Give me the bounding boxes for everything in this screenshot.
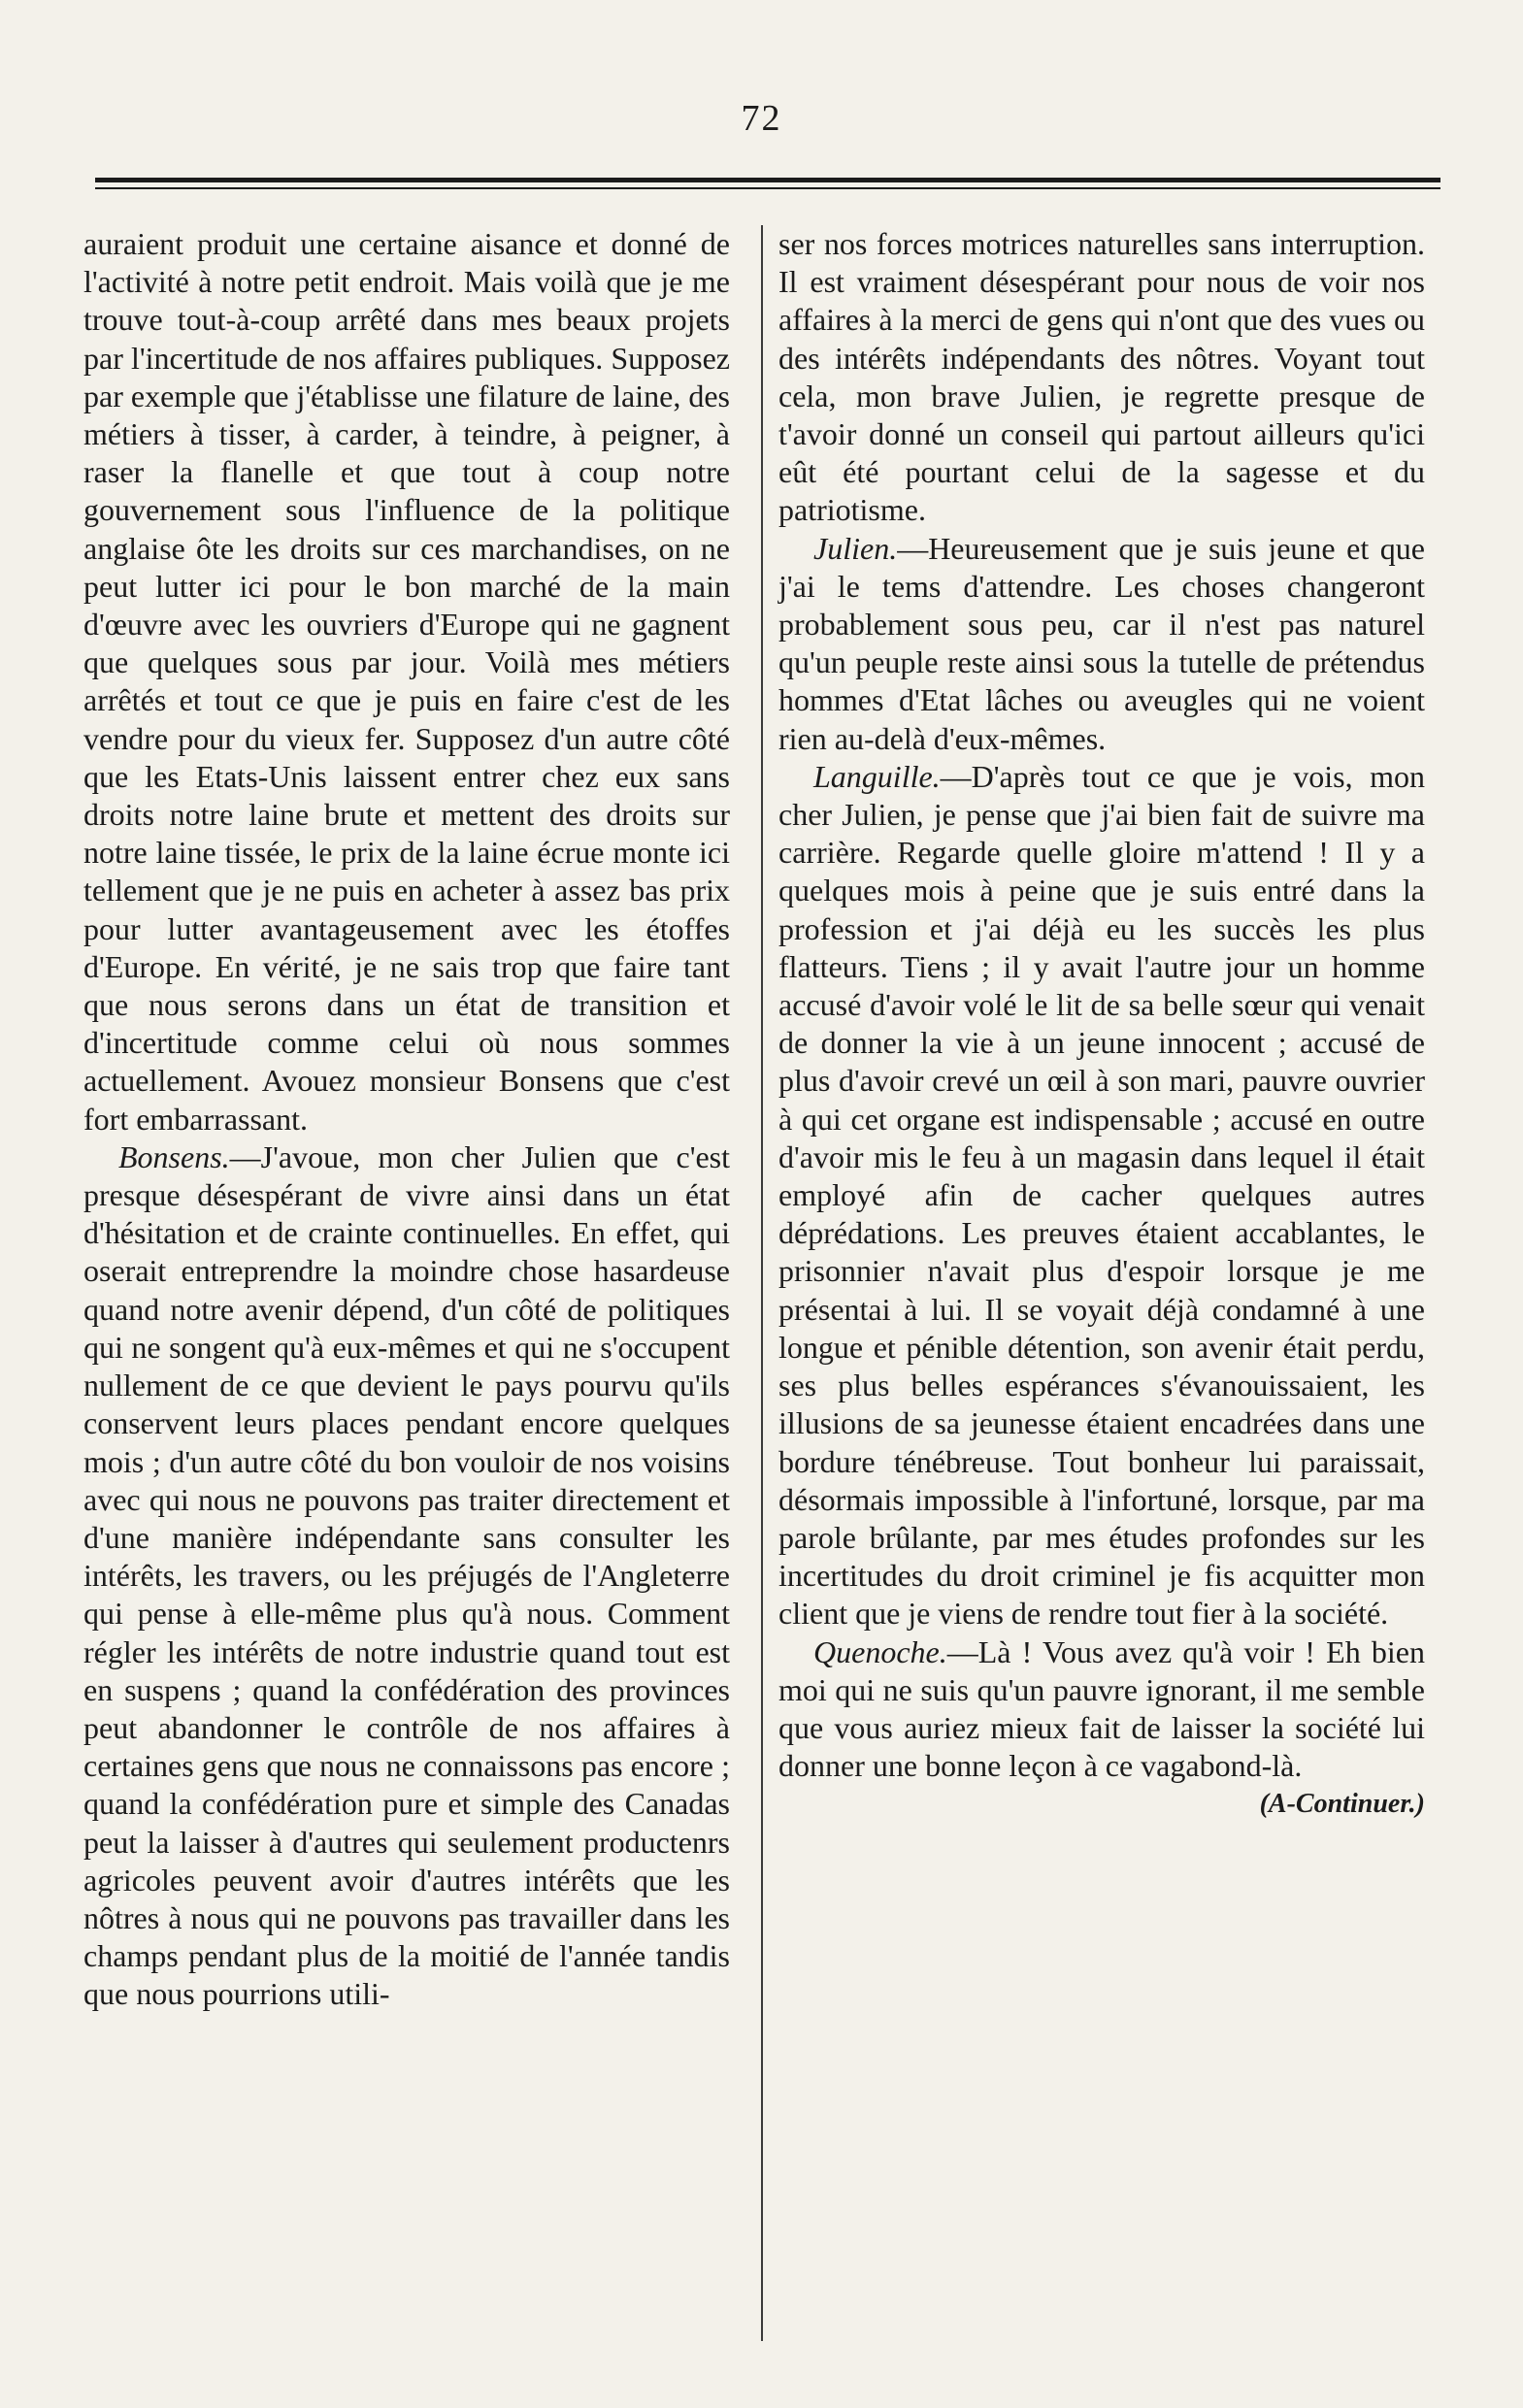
page-number: 72 [741, 98, 782, 139]
left-column [83, 225, 730, 2014]
left-paragraph-2-text: —J'avoue, mon cher Julien que c'est presque désespérant de vivre ainsi dans un état d'hésitation et de crainte continuelles. En effet, qui oserait entreprendre la moindre chose hasardeuse quand notre avenir dépend, d'un côté de politiques qui ne songent qu'à eux-mêmes et qui ne s'occupent nullement de ce que devient le pays pourvu qu'ils conservent leurs places pendant encore quelques mois ; d'un autre côté du bon vouloir de nos voisins avec qui nous ne pouvons pas traiter directement et d'une manière indépendante sans consulter les intérêts, les travers, ou les préjugés de l'Angleterre qui pense à elle-même plus qu'à nous. Comment régler les intérêts de notre industrie quand tout est en suspens ; quand la confédération des provinces peut abandonner le contrôle de nos affaires à certaines gens que nous ne connaissons pas encore ; quand la confédération pure et simple des Canadas peut la laisser à d'autres qui seulement productenrs agricoles peuvent avoir d'autres intérêts que les nôtres à nous qui ne pouvons pas travailler dans les champs pendant plus de la moitié de l'année tandis que nous pourrions utili- [83, 1138, 730, 2012]
header-rule-thin [95, 187, 1440, 189]
right-paragraph-2 [778, 530, 1425, 758]
left-paragraph-1: auraient produit une certaine aisance et donné de l'activité à notre petit endroit. Mais voilà que je me trouve tout-à-coup arrêté dans mes beaux projets par l'incertitude de nos affaires publiques. Supposez par exemple que j'établisse une filature de laine, des métiers à tisser, à carder, à teindre, à peigner, à raser la flanelle et que tout à coup notre gouvernement sous l'influence de la politique anglaise ôte les droits sur ces marchandises, on ne peut lutter ici pour le bon marché de la main d'œuvre avec les ouvriers d'Europe qui ne gagnent que quelques sous par jour. Voilà mes métiers arrêtés et tout ce que je puis en faire c'est de les vendre pour du vieux fer. Supposez d'un autre côté que les Etats-Unis laissent entrer chez eux sans droits notre laine brute et mettent des droits sur notre laine tissée, le prix de la laine écrue monte ici tellement que je ne puis en acheter à assez bas prix pour lutter avantageusement avec les étoffes d'Europe. En vérité, je ne sais trop que faire tant que nous serons dans un état de transition et d'incertitude comme celui où nous sommes actuellement. Avouez monsieur Bonsens que c'est fort embarrassant. [83, 226, 730, 1137]
right-paragraph-2-text: —Heureusement que je suis jeune et que j'ai le tems d'attendre. Les choses changeront probablement sous peu, car il n'est pas naturel qu'un peuple reste ainsi sous la tutelle de prétendus hommes d'Etat lâches ou aveugles qui ne voient rien au-delà d'eux-mêmes. [778, 530, 1425, 756]
speaker-languille: Languille. [813, 758, 941, 794]
right-paragraph-4 [778, 1633, 1425, 1786]
right-paragraph-3-text: —D'après tout ce que je vois, mon cher Julien, je pense que j'ai bien fait de suivre ma carrière. Regarde quelle gloire m'attend ! Il y a quelques mois à peine que je suis entré dans la profession et j'ai déjà eu les succès les plus flatteurs. Tiens ; il y avait l'autre jour un homme accusé d'avoir volé le lit de sa belle sœur qui venait de donner la vie à un jeune innocent ; accusé de plus d'avoir crevé un œil à son mari, pauvre ouvrier à qui cet organe est indispensable ; accusé en outre d'avoir mis le feu à un magasin dans lequel il était employé afin de cacher quelques autres déprédations. Les preuves étaient accablantes, le prisonnier n'avait plus d'espoir lorsque je me présentai à lui. Il se voyait déjà condamné à une longue et pénible détention, son avenir était perdu, ses plus belles espérances s'évanouissaient, les illusions de sa jeunesse étaient encadrées dans une bordure ténébreuse. Tout bonheur lui paraissait, désormais impossible à l'infortuné, lorsque, par ma parole brûlante, par mes études profondes sur les incertitudes du droit criminel je fis acquitter mon client que je viens de rendre tout fier à la société. [778, 758, 1425, 1632]
continued-note [778, 1785, 1425, 1823]
right-paragraph-4-text: —Là ! Vous avez qu'à voir ! Eh bien moi qui ne suis qu'un pauvre ignorant, il me semble que vous auriez mieux fait de laisser la société lui donner une bonne leçon à ce vagabond-là. [778, 1633, 1425, 1784]
speaker-quenoche: Quenoche. [813, 1633, 947, 1669]
right-paragraph-3 [778, 758, 1425, 1633]
speaker-bonsens: Bonsens. [118, 1138, 230, 1174]
header-rule-thick [95, 178, 1440, 182]
speaker-julien: Julien. [813, 530, 898, 566]
left-paragraph-2 [83, 1138, 730, 2014]
column-divider [761, 225, 763, 2341]
continued-label: (A-Continuer.) [1259, 1789, 1425, 1820]
right-column [778, 225, 1425, 1824]
right-paragraph-1: ser nos forces motrices naturelles sans interruption. Il est vraiment désespérant pour nous de voir nos affaires à la merci de gens qui n'ont que des vues ou des intérêts indépendants des nôtres. Voyant tout cela, mon brave Julien, je regrette presque de t'avoir donné un conseil qui partout ailleurs qu'ici eût été pourtant celui de la sagesse et du patriotisme. [778, 226, 1425, 528]
